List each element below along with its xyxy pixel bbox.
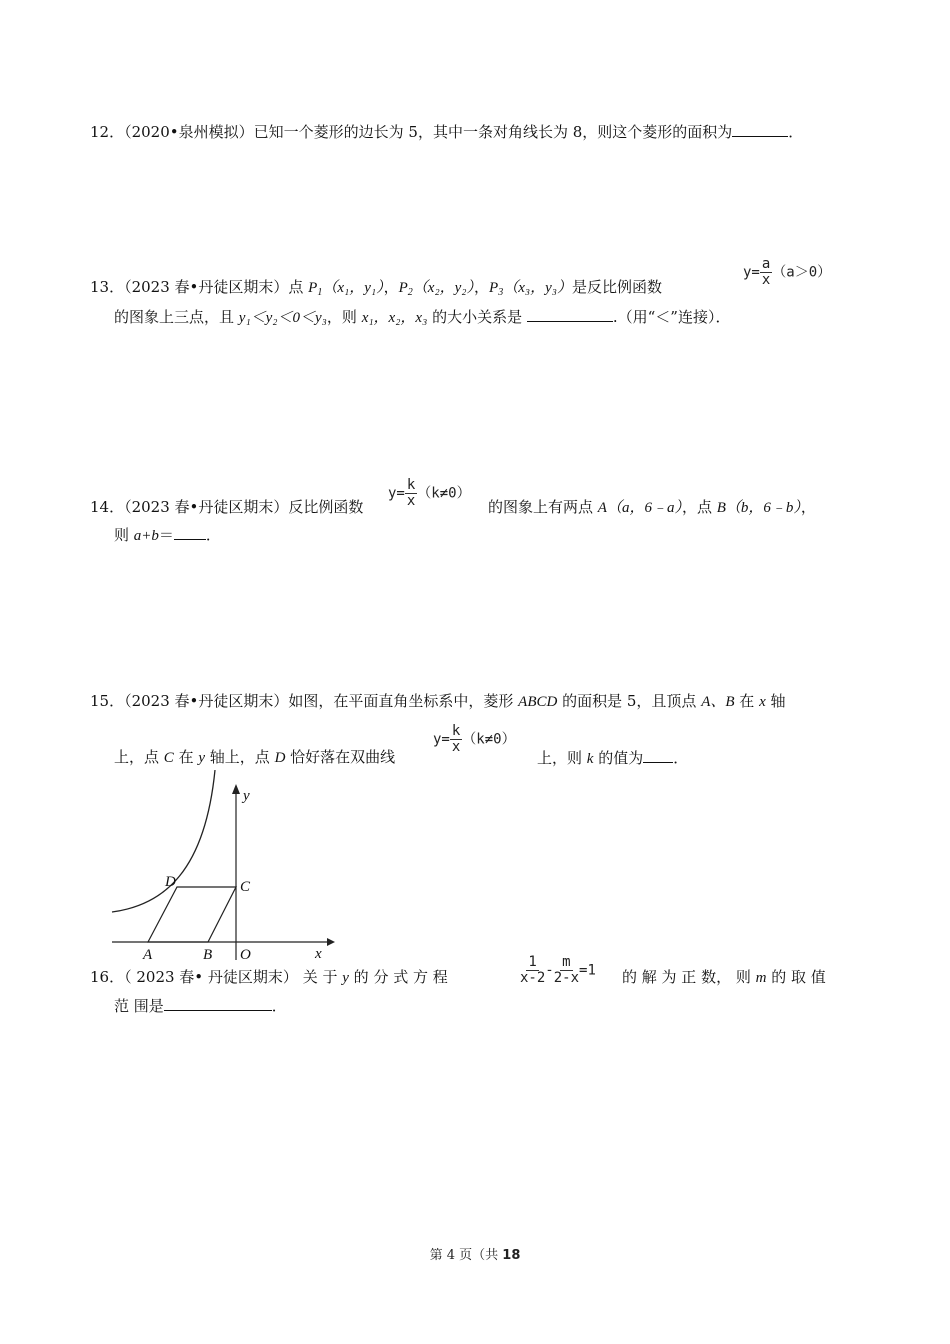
punct: ．	[788, 123, 804, 141]
x-axis-arrow	[327, 938, 335, 946]
axis-y: y	[198, 750, 206, 766]
punct: ．	[673, 749, 689, 767]
question-text: 的大小关系是	[427, 308, 527, 326]
question-text: 是反比例函数	[571, 278, 662, 296]
question-12	[90, 121, 803, 142]
var-k: k	[586, 751, 594, 767]
question-16-line2	[114, 995, 287, 1016]
question-text: 的 分 式 方 程	[348, 968, 448, 986]
point-p2-coords: （x₂，y₂）	[412, 280, 475, 296]
question-text: 点	[288, 278, 309, 296]
equation-image-16: $\frac{1}{x-2}$ - $\frac{m}{2-x}$ =1	[520, 954, 596, 986]
answer-blank[interactable]	[527, 306, 613, 322]
answer-blank[interactable]	[643, 747, 673, 763]
question-text: 在	[173, 748, 199, 766]
question-text: 在	[734, 692, 760, 710]
question-text: 的 解 为 正 数， 则	[622, 968, 756, 986]
question-text: 上，则	[537, 749, 587, 767]
label-c: C	[240, 879, 251, 895]
point-p3: $P_3$	[489, 280, 504, 298]
condition: y₁＜y₂＜0＜y₃	[238, 310, 327, 326]
question-13	[90, 277, 662, 303]
rhombus-abcd	[148, 887, 236, 942]
question-15-line2	[114, 747, 395, 768]
question-number: 16．	[90, 968, 125, 986]
point-p2: $P_2$	[398, 280, 413, 298]
label-y: y	[243, 788, 250, 804]
question-text: .（用“＜”连接）．	[612, 308, 731, 326]
label-o: O	[240, 947, 251, 963]
question-source: （ 2023 春• 丹徒区期末）	[124, 968, 298, 986]
label-x: x	[315, 946, 322, 962]
question-text: 的图象上三点，且	[114, 308, 239, 326]
question-text: 轴	[765, 692, 786, 710]
question-number: 13．	[90, 278, 125, 296]
answer-blank[interactable]	[732, 121, 788, 137]
question-number: 12．	[90, 123, 125, 141]
point-a: A（a，6﹣a）	[597, 500, 682, 516]
variables: x₁，x₂，x₃	[361, 310, 428, 326]
question-text: ，	[800, 498, 816, 516]
question-14-cont	[488, 497, 816, 518]
page-indicator: 第 4 页（共	[429, 1248, 503, 1263]
sep: ，	[474, 278, 490, 296]
question-text: 范 围是	[114, 997, 164, 1015]
point-p3-coords: （x₃，y₃）	[503, 280, 572, 296]
hyperbola-curve	[112, 770, 215, 912]
question-13-line2	[114, 306, 730, 328]
question-16-cont	[622, 967, 826, 988]
question-text: 的图象上有两点	[488, 498, 598, 516]
question-text: 则	[114, 526, 134, 544]
question-source: （2023 春•丹徒区期末）	[124, 692, 289, 710]
question-source: （2020•泉州模拟）	[124, 123, 254, 141]
var-y: y	[342, 970, 349, 986]
question-text: 的面积是 5，且顶点	[557, 692, 702, 710]
question-source: （2023 春•丹徒区期末）	[124, 498, 289, 516]
question-15	[90, 691, 786, 712]
question-text: 如图，在平面直角坐标系中，菱形	[288, 692, 519, 710]
question-text: 的 取 值	[766, 968, 826, 986]
question-14	[90, 497, 363, 517]
punct: ．	[205, 526, 221, 544]
question-text: 上，点	[114, 748, 164, 766]
point-p1-coords: （x₁，y₁）	[322, 280, 384, 296]
question-text: 关 于	[297, 968, 343, 986]
page-footer	[0, 1244, 950, 1263]
rhombus-hyperbola-figure	[105, 770, 345, 970]
question-14-line2	[114, 524, 221, 546]
question-source: （2023 春•丹徒区期末）	[124, 278, 289, 296]
point-d: D	[274, 750, 286, 766]
y-axis-arrow	[232, 784, 240, 794]
question-15-line2-cont	[537, 747, 688, 769]
expression: a+b	[133, 528, 159, 544]
question-text: 反比例函数	[288, 498, 364, 516]
question-number: 15．	[90, 692, 125, 710]
shape-name: ABCD	[518, 694, 558, 710]
question-text: 已知一个菱形的边长为 5，其中一条对角线长为 8，则这个菱形的面积为	[253, 123, 733, 141]
formula-image-14: y= $\frac{k}{x}$ （k≠0）	[388, 477, 471, 509]
vertices: A、B	[701, 694, 735, 710]
question-text: ，点	[681, 498, 717, 516]
sep: ，	[383, 278, 399, 296]
point-b: B（b，6﹣b）	[716, 500, 801, 516]
equals: ＝	[158, 526, 174, 544]
formula-image-13: y= $\frac{a}{x}$ （a＞0）	[743, 256, 832, 288]
question-text: 恰好落在双曲线	[285, 748, 396, 766]
var-m: m	[755, 970, 767, 986]
formula-image-15: y= $\frac{k}{x}$ （k≠0）	[433, 723, 516, 755]
punct: ．	[271, 997, 287, 1015]
answer-blank[interactable]	[164, 995, 272, 1011]
label-b: B	[203, 947, 213, 963]
question-text: 轴上，点	[205, 748, 275, 766]
total-pages: 18	[502, 1248, 521, 1263]
answer-blank[interactable]	[174, 524, 206, 540]
question-16	[90, 967, 448, 988]
axis-x: x	[759, 694, 766, 710]
question-number: 14．	[90, 498, 125, 516]
question-text: ，则	[326, 308, 362, 326]
point-p1: $P_1$	[308, 280, 323, 298]
point-c: C	[163, 750, 174, 766]
label-d: D	[165, 874, 176, 890]
label-a: A	[143, 947, 153, 963]
question-text: 的值为	[593, 749, 644, 767]
